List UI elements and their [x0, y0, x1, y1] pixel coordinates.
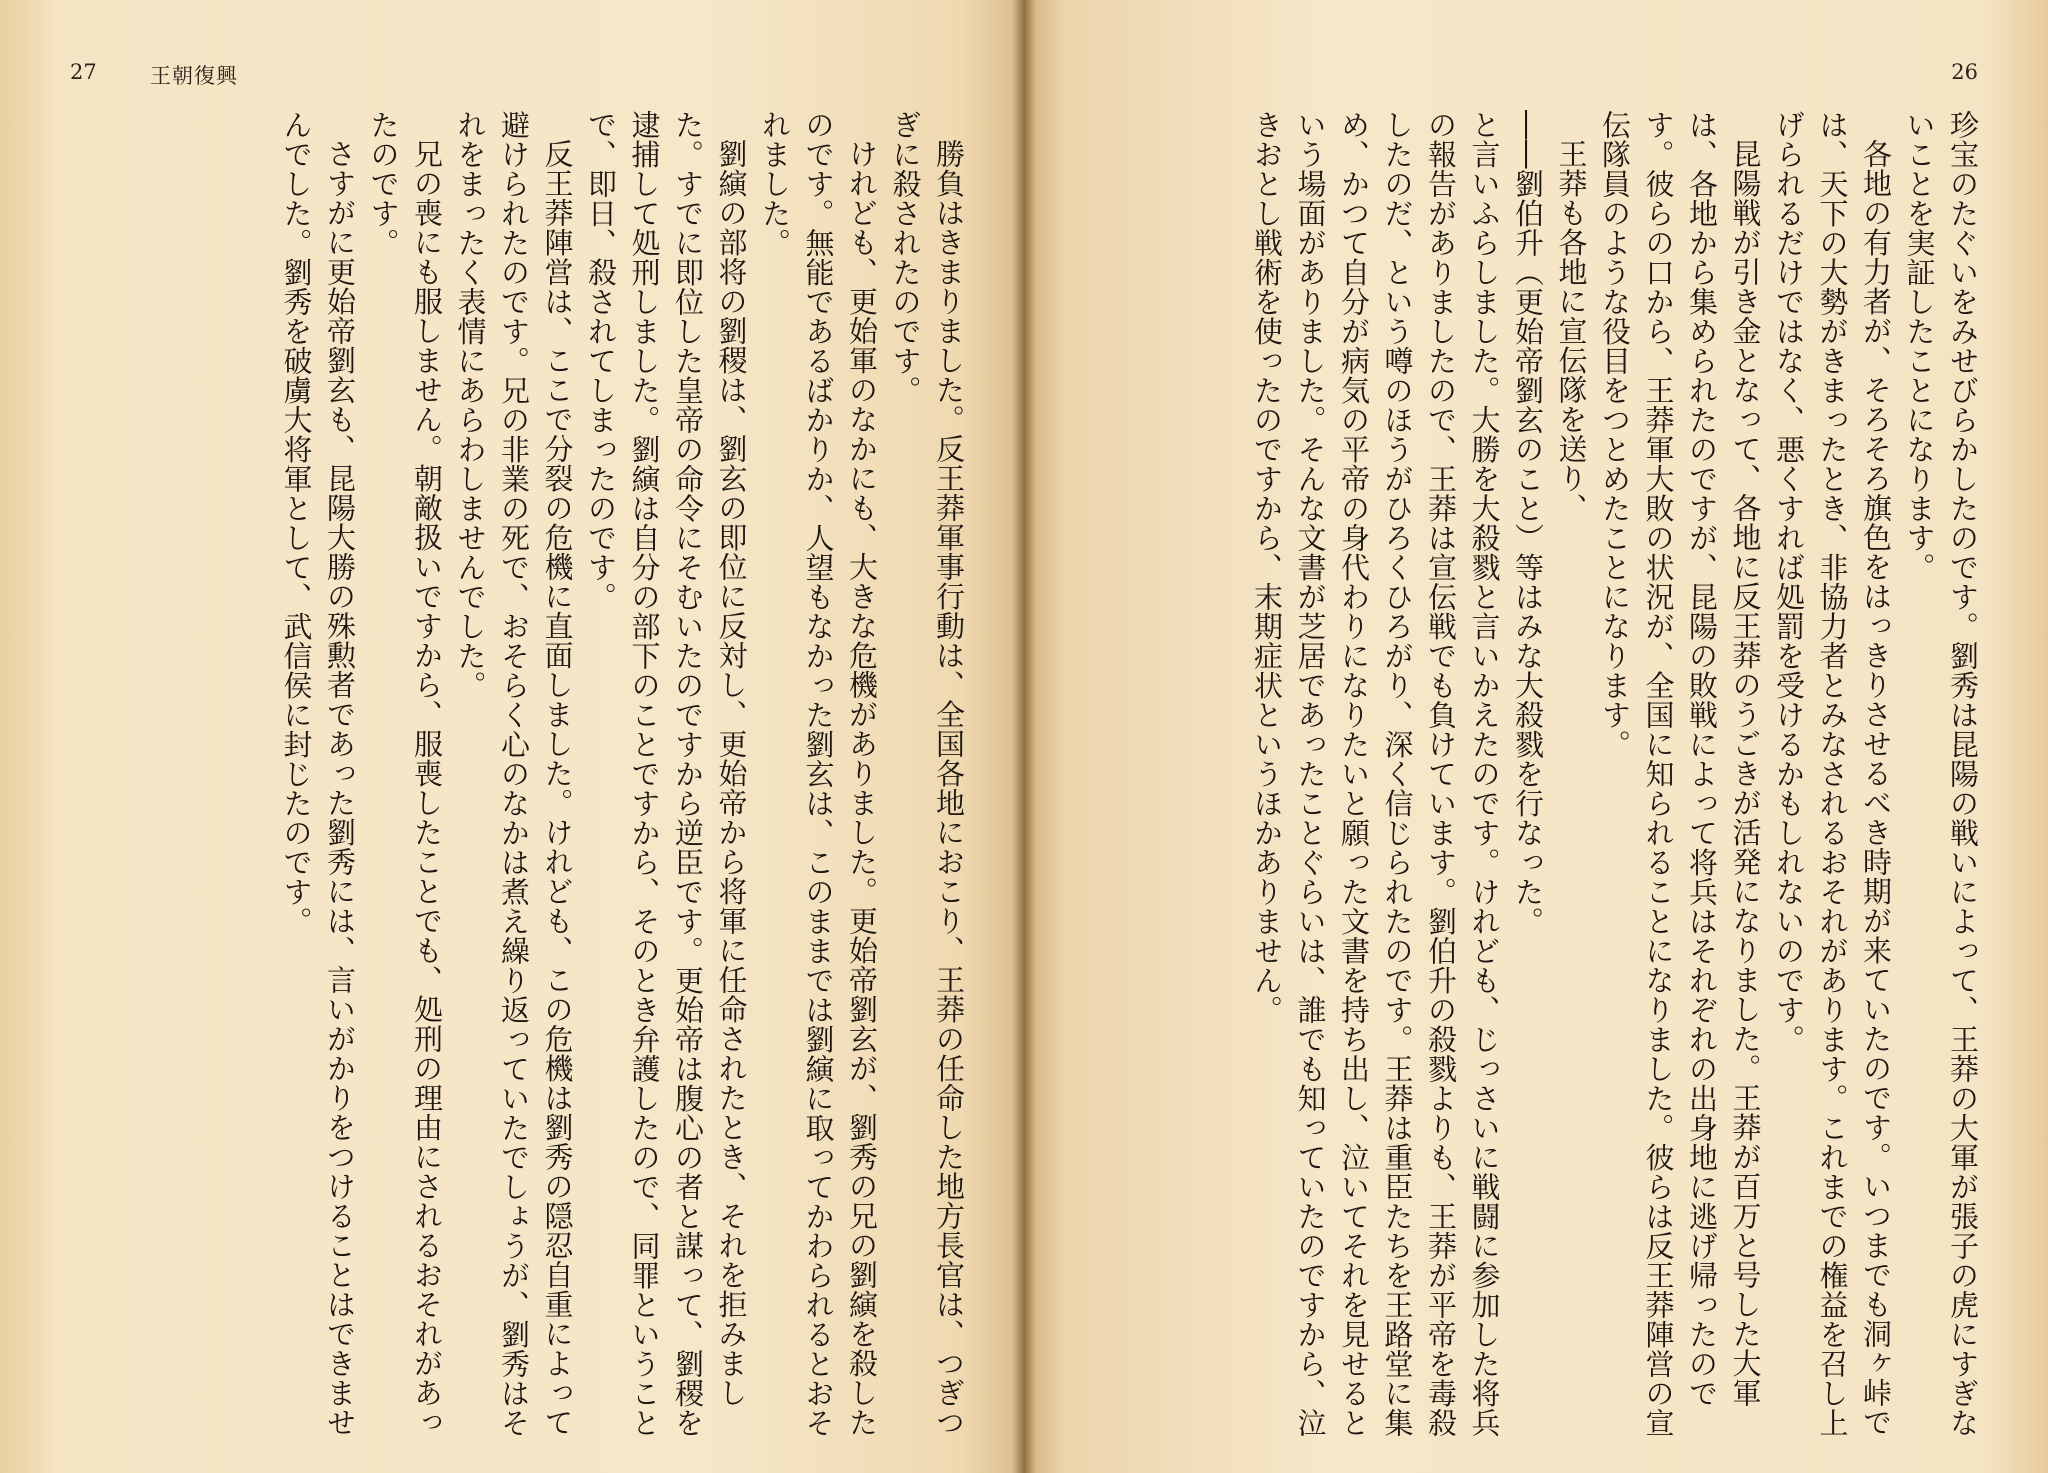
paragraph: 各地の有力者が、そろそろ旗色をはっきりさせるべき時期が来ていたのです。いつまでも洞ヶ峠では、天下の大勢がきまったとき、非協力者とみなされるおそれがあります。これまでの権益を召し上げられるだけではなく、悪くすれば処罰を受けるかもしれないのです。: [1772, 110, 1893, 1438]
paragraph: と言いふらしました。大勝を大殺戮と言いかえたのです。けれども、じっさいに戦闘に参加した将兵の報告がありましたので、王莽は宣伝戦でも負けています。劉伯升の殺戮よりも、王莽が平帝を毒殺したのだ、という噂のほうがひろくひろがり、深く信じられたのです。王莽は重臣たちを王路堂に集め、かつて自分が病気の平帝の身代わりになりたいと願った文書を持ち出し、泣いてそれを見せるという場面がありました。そんな文書が芝居であったことぐらいは、誰でも知っていたのですから、泣きおとし戦術を使ったのですから、末期症状というほかありません。: [1250, 110, 1502, 1438]
right-page-body: [1104, 110, 1984, 1440]
paragraph: 珍宝のたぐいをみせびらかしたのです。劉秀は昆陽の戦いによって、王莽の大軍が張子の虎にすぎないことを実証したことになります。: [1902, 110, 1980, 1438]
paragraph: 昆陽戦が引き金となって、各地に反王莽のうごきが活発になりました。王莽が百万と号した大軍は、各地から集められたのですが、昆陽の敗戦によって将兵はそれぞれの出身地に逃げ帰ったのです。彼らの口から、王莽軍大敗の状況が、全国に知られることになりました。彼らは反王莽陣営の宣伝隊員のような役目をつとめたことになります。: [1598, 110, 1763, 1438]
paragraph: 劉縯の部将の劉稷は、劉玄の即位に反対し、更始帝から将軍に任命されたとき、それを拒みました。すでに即位した皇帝の命令にそむいたのですから逆臣です。更始帝は腹心の者と謀って、劉稷を逮捕して処刑しました。劉縯は自分の部下のことですから、そのとき弁護したので、同罪ということで、即日、殺されてしまったのです。: [584, 110, 749, 1438]
right-page: [1024, 0, 2048, 1473]
page-number: 27: [70, 60, 97, 84]
quotation: ――劉伯升（更始帝劉玄のこと）等はみな大殺戮を行なった。: [1511, 110, 1545, 936]
running-head: 王朝復興: [150, 64, 238, 88]
paragraph: 反王莽陣営は、ここで分裂の危機に直面しました。けれども、この危機は劉秀の隠忍自重によって避けられたのです。兄の非業の死で、おそらく心のなかは煮え繰り返っていたでしょうが、劉秀はそれをまったく表情にあらわしませんでした。: [453, 110, 575, 1438]
left-page-body: [70, 110, 970, 1440]
page-number: 26: [1951, 60, 1978, 84]
paragraph: さすがに更始帝劉玄も、昆陽大勝の殊勲者であった劉秀には、言いがかりをつけることはできませんでした。劉秀を破虜大将軍として、武信侯に封じたのです。: [279, 110, 357, 1437]
paragraph: 兄の喪にも服しません。朝敵扱いですから、服喪したことでも、処刑の理由にされるおそれがあったのです。: [366, 110, 444, 1437]
paragraph: けれども、更始軍のなかにも、大きな危機がありました。更始帝劉玄が、劉秀の兄の劉縯を殺したのです。無能であるばかりか、人望もなかった劉玄は、このままでは劉縯に取ってかわられるとおそれました。: [758, 110, 879, 1438]
book-gutter: [1012, 0, 1036, 1473]
paragraph: 王莽も各地に宣伝隊を送り、: [1554, 139, 1589, 523]
paragraph: 勝負はきまりました。反王莽軍事行動は、全国各地におこり、王莽の任命した地方長官は、つぎつぎに殺されたのです。: [888, 110, 966, 1437]
